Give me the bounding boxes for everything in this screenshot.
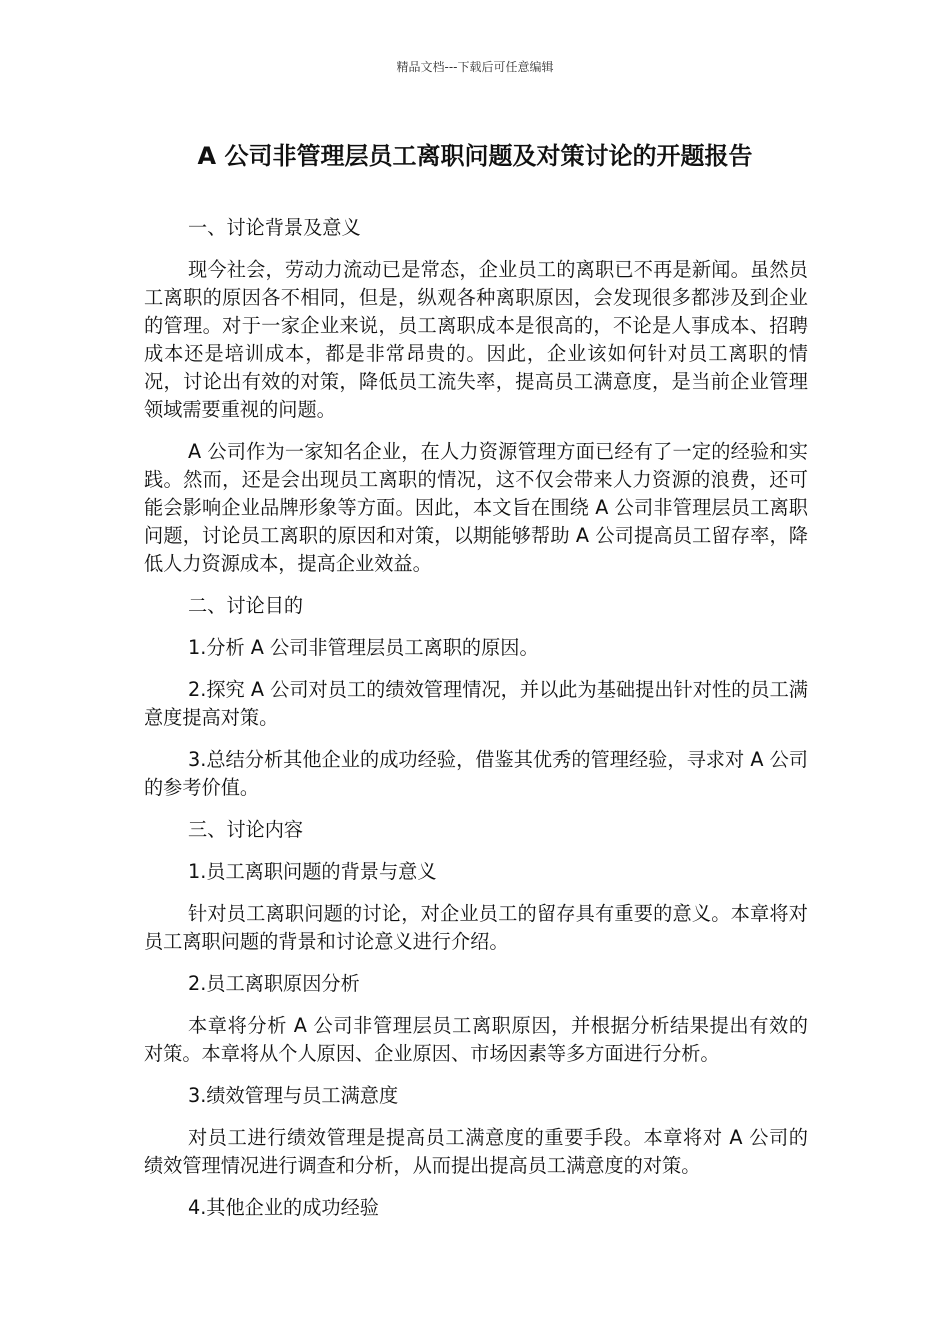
content-item-4-heading: 4.其他企业的成功经验 — [188, 1196, 379, 1219]
section-heading-background: 一、讨论背景及意义 — [188, 216, 361, 239]
purpose-item-1: 1.分析 A 公司非管理层员工离职的原因。 — [188, 636, 539, 659]
paragraph-background-1: 现今社会，劳动力流动已是常态，企业员工的离职已不再是新闻。虽然员工离职的原因各不相同，但是，纵观各种离职原因，会发现很多都涉及到企业的管理。对于一家企业来说，员工离职成本是很高的，不论是人事成本、招聘成本还是培训成本，都是非常昂贵的。因此，企业该如何针对员工离职的情况，讨论出有效的对策，降低员工流失率，提高员工满意度，是当前企业管理领域需要重视的问题。 — [144, 258, 808, 421]
section-heading-purpose: 二、讨论目的 — [188, 594, 304, 617]
purpose-item-2: 2.探究 A 公司对员工的绩效管理情况，并以此为基础提出针对性的员工满意度提高对策。 — [144, 678, 808, 729]
content-item-1-heading: 1.员工离职问题的背景与意义 — [188, 860, 437, 883]
section-heading-content: 三、讨论内容 — [188, 818, 304, 841]
header-note: 精品文档---下载后可任意编辑 — [396, 60, 554, 74]
content-item-3-heading: 3.绩效管理与员工满意度 — [188, 1084, 399, 1107]
document-title: A 公司非管理层员工离职问题及对策讨论的开题报告 — [197, 142, 753, 170]
content-item-1-text: 针对员工离职问题的讨论，对企业员工的留存具有重要的意义。本章将对员工离职问题的背景和讨论意义进行介绍。 — [144, 902, 808, 953]
paragraph-background-2: A 公司作为一家知名企业，在人力资源管理方面已经有了一定的经验和实践。然而，还是会出现员工离职的情况，这不仅会带来人力资源的浪费，还可能会影响企业品牌形象等方面。因此，本文旨在围绕 A 公司非管理层员工离职问题，讨论员工离职的原因和对策，以期能够帮助 A 公司提高员工留存率，降低人力资源成本，提高企业效益。 — [144, 440, 808, 575]
content-item-3-text: 对员工进行绩效管理是提高员工满意度的重要手段。本章将对 A 公司的绩效管理情况进行调查和分析，从而提出提高员工满意度的对策。 — [144, 1126, 808, 1177]
content-item-2-text: 本章将分析 A 公司非管理层员工离职原因，并根据分析结果提出有效的对策。本章将从个人原因、企业原因、市场因素等多方面进行分析。 — [144, 1014, 808, 1065]
content-item-2-heading: 2.员工离职原因分析 — [188, 972, 360, 995]
purpose-item-3: 3.总结分析其他企业的成功经验，借鉴其优秀的管理经验，寻求对 A 公司的参考价值。 — [144, 748, 808, 799]
document-body — [144, 214, 808, 1236]
